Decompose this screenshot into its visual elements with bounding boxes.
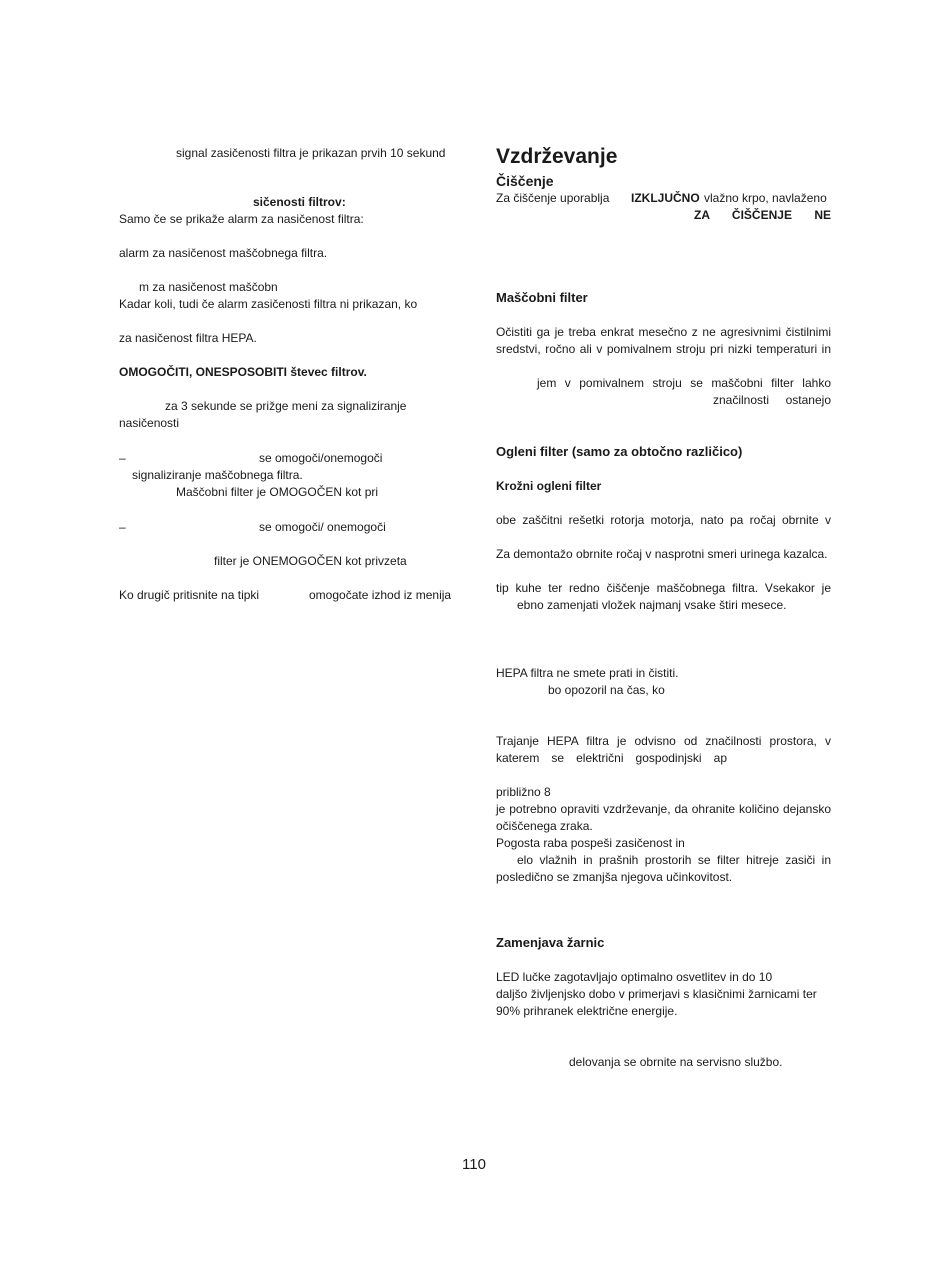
text-line: tip kuhe ter redno čiščenje maščobnega filtra. Vsekakor je (496, 581, 831, 595)
text-line: je potrebno opraviti vzdrževanje, da ohranite količino dejansko (496, 802, 831, 816)
text-line: Ko drugič pritisnite na tipki (119, 588, 260, 602)
text-line: HEPA filtra ne smete prati in čistiti. (496, 666, 679, 680)
text-line: približno 8 (496, 785, 551, 799)
text-line: Očistiti ga je treba enkrat mesečno z ne agresivnimi čistilnimi (496, 325, 831, 339)
section-heading: Ogleni filter (samo za obtočno različico) (496, 444, 743, 459)
text-line: LED lučke zagotavljajo optimalno osvetlitev in do 10 (496, 970, 773, 984)
text-line: obe zaščitni rešetki rotorja motorja, nato pa ročaj obrnite v (496, 513, 831, 527)
section-heading: Maščobni filter (496, 290, 588, 305)
text-line: nasičenosti (119, 416, 180, 430)
subheading: sičenosti filtrov: (253, 195, 346, 209)
subheading: Krožni ogleni filter (496, 479, 602, 493)
page-title: Vzdrževanje (496, 145, 618, 168)
text-line: signal zasičenosti filtra je prikazan prvih 10 sekund (176, 146, 446, 160)
text-line: se omogoči/onemogoči (259, 451, 383, 465)
text-line: značilnosti ostanejo (713, 393, 831, 407)
emphasis: ZA ČIŠČENJE NE (694, 208, 831, 222)
text-line: katerem se električni gospodinjski ap (496, 751, 727, 765)
text-line: 90% prihranek električne energije. (496, 1004, 678, 1018)
emphasis: IZKLJUČNO (631, 191, 700, 205)
text-line: vlažno krpo, navlaženo (704, 191, 827, 205)
text-line: alarm za nasičenost maščobnega filtra. (119, 246, 328, 260)
text-line: se omogoči/ onemogoči (259, 520, 386, 534)
list-dash: – (119, 451, 126, 465)
text-line: signaliziranje maščobnega filtra. (132, 468, 303, 482)
page-number: 110 (462, 1156, 486, 1173)
text-line: omogočate izhod iz menija (309, 588, 452, 602)
section-heading: Čiščenje (496, 173, 554, 189)
text-line: Za demontažo obrnite ročaj v nasprotni smeri urinega kazalca. (496, 547, 828, 561)
text-line: daljšo življenjsko dobo v primerjavi s klasičnimi žarnicami ter (496, 987, 817, 1001)
text-line: elo vlažnih in prašnih prostorih se filter hitreje zasiči in (517, 853, 831, 867)
text-line: bo opozoril na čas, ko (548, 683, 665, 697)
text-line: jem v pomivalnem stroju se maščobni filter lahko (537, 376, 831, 390)
text-line: Maščobni filter je OMOGOČEN kot pri (176, 485, 379, 499)
text-line: za 3 sekunde se prižge meni za signaliziranje (165, 399, 407, 413)
text-line: m za nasičenost maščobn (139, 280, 278, 294)
list-dash: – (119, 520, 126, 534)
text-line: Kadar koli, tudi če alarm zasičenosti filtra ni prikazan, ko (119, 297, 418, 311)
text-line: Za čiščenje uporablja (496, 191, 610, 205)
text-line: očiščenega zraka. (496, 819, 593, 833)
subheading: OMOGOČITI, ONESPOSOBITI števec filtrov. (119, 365, 367, 379)
text-line: Samo če se prikaže alarm za nasičenost filtra: (119, 212, 364, 226)
section-heading: Zamenjava žarnic (496, 935, 605, 950)
text-line: filter je ONEMOGOČEN kot privzeta (214, 554, 407, 568)
text-line: Pogosta raba pospeši zasičenost in (496, 836, 685, 850)
text-line: ebno zamenjati vložek najmanj vsake štiri mesece. (517, 598, 787, 612)
text-line: delovanja se obrnite na servisno službo. (569, 1055, 783, 1069)
text-line: Trajanje HEPA filtra je odvisno od značilnosti prostora, v (496, 734, 831, 748)
text-line: sredstvi, ročno ali v pomivalnem stroju pri nizki temperaturi in (496, 342, 831, 356)
text-line: za nasičenost filtra HEPA. (119, 331, 257, 345)
text-line: posledično se zmanjša njegova učinkovitost. (496, 870, 733, 884)
